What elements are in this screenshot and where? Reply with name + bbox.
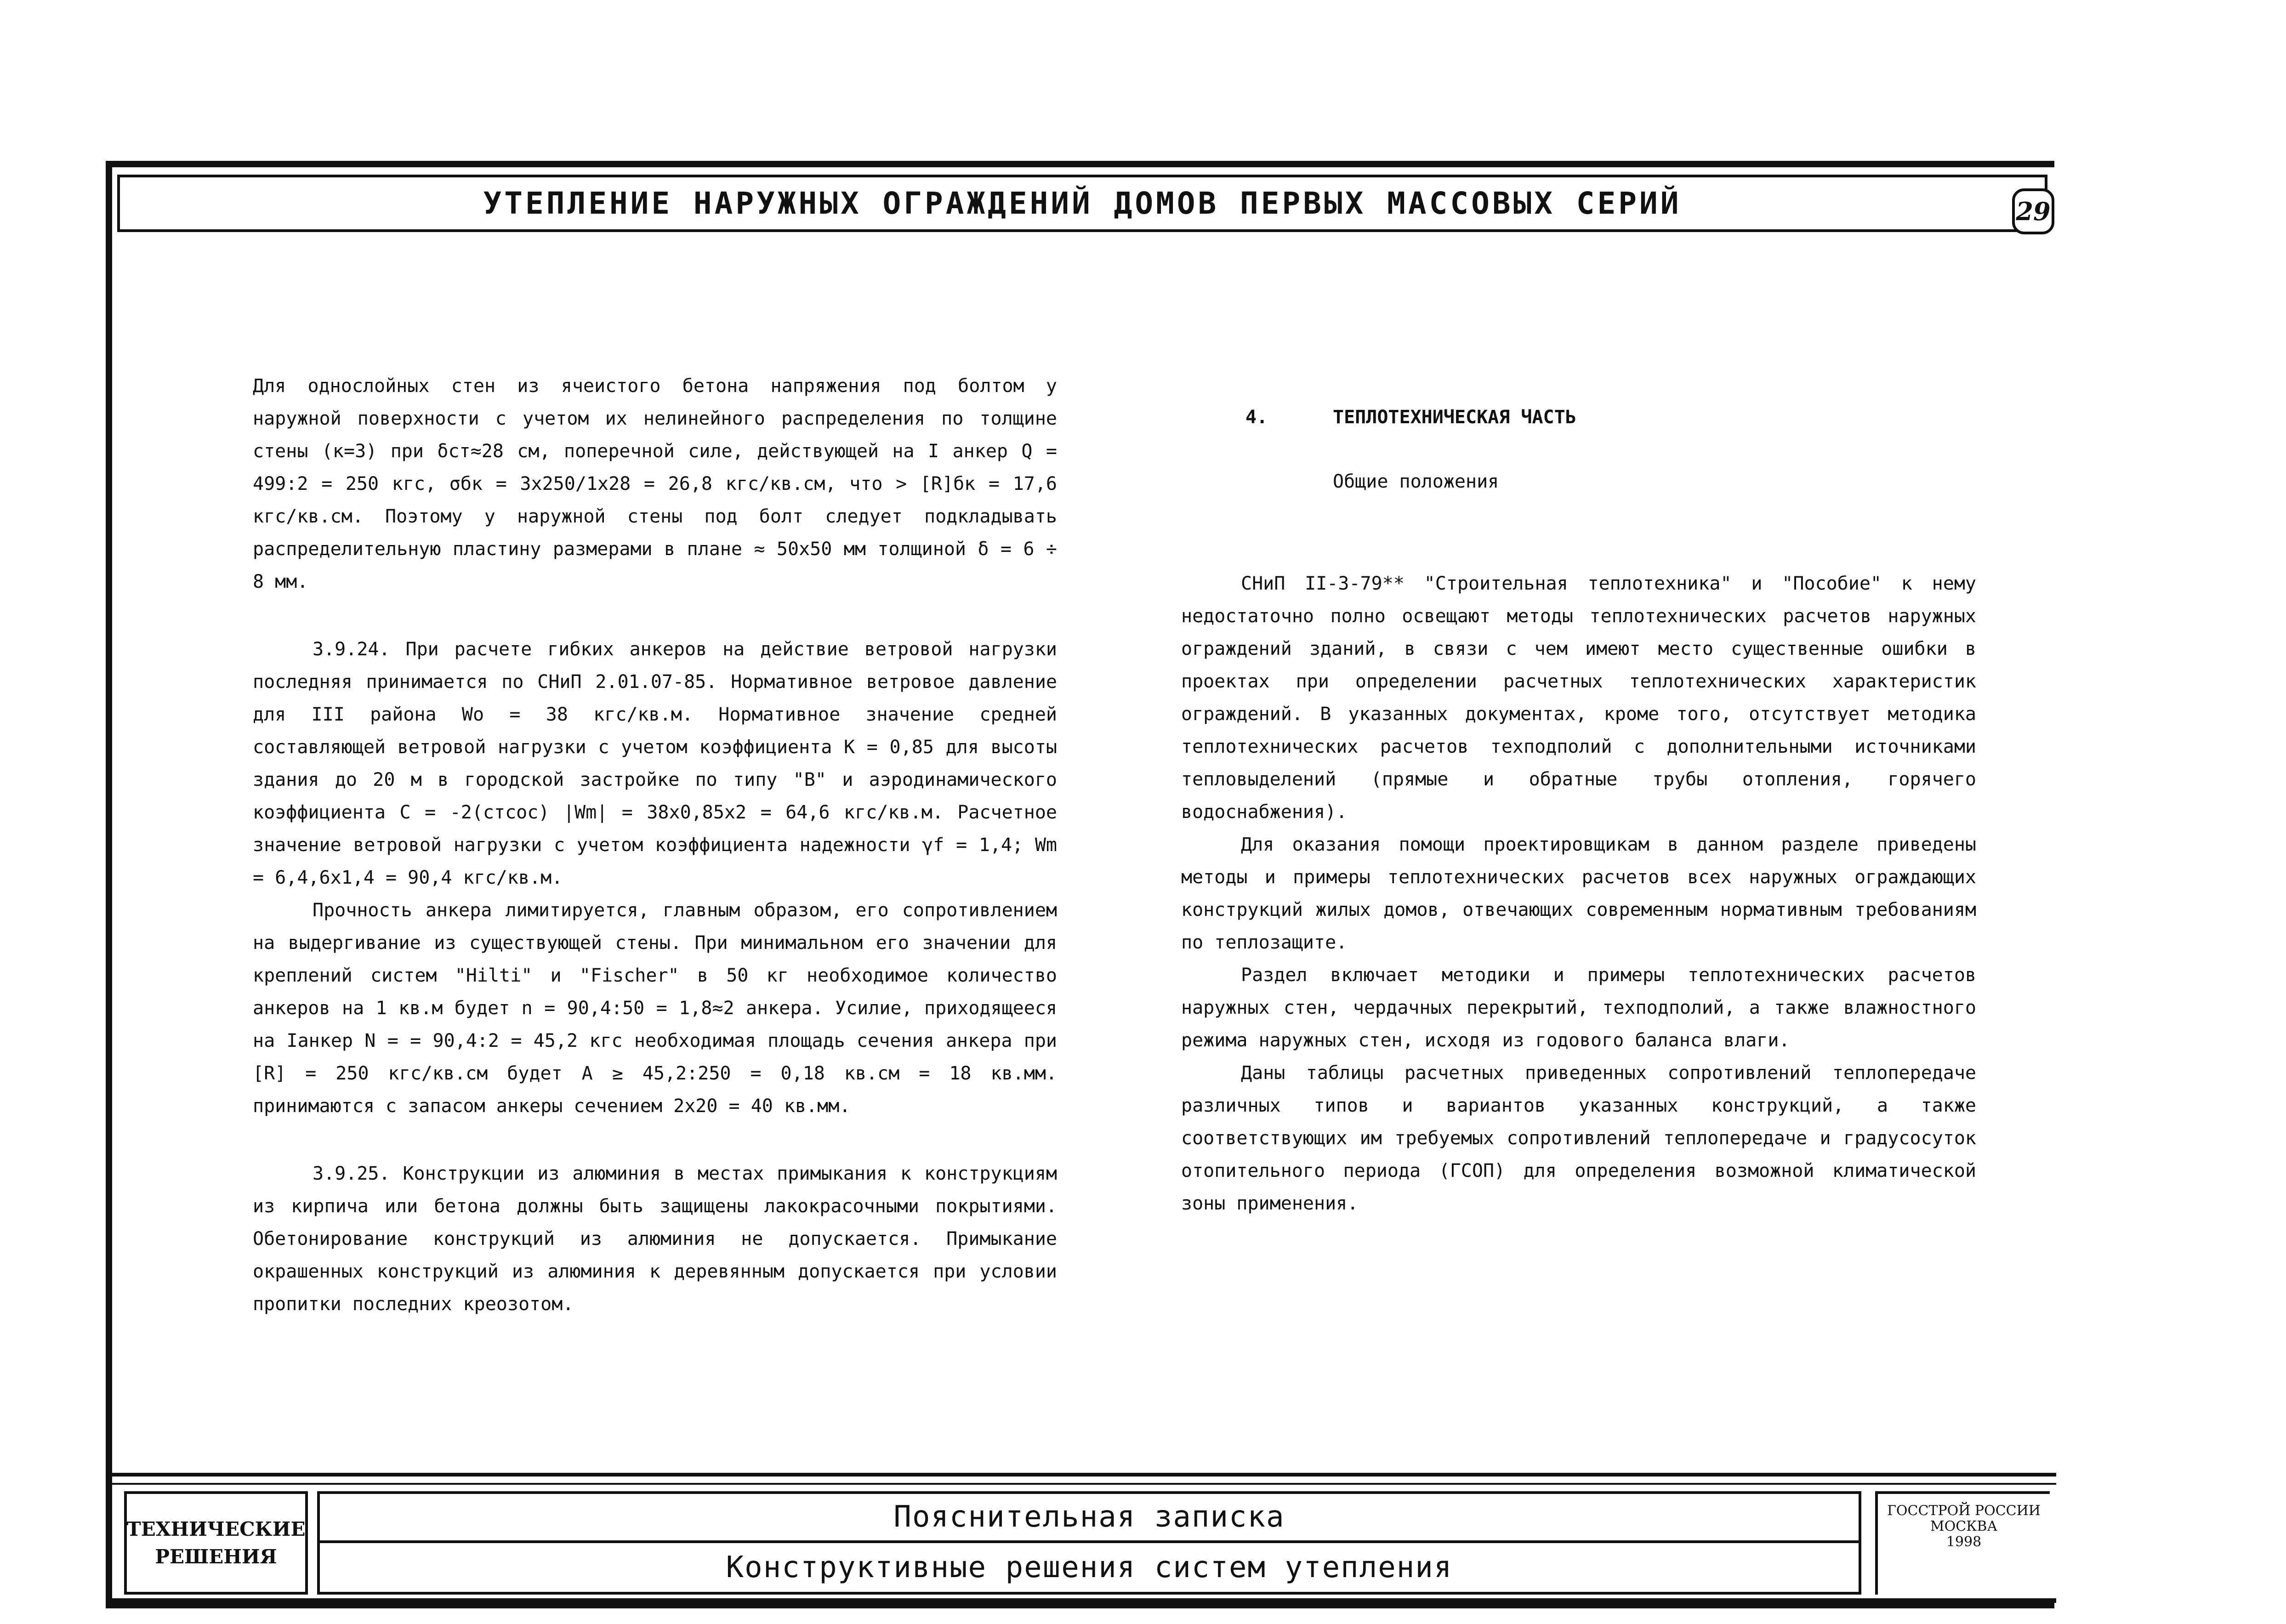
right-paragraph-1: СНиП II-3-79** "Строительная теплотехника" и "Пособие" к нему недостаточно полно освещают методы теплотехнических расчетов наружных ограждений зданий, в связи с чем имеют место существенные ошибки в проектах при определении расчетных теплотехнических характеристик ограждений. В указанных документах, кроме того, отсутствует методика теплотехнических расчетов техподполий с дополнительными источниками тепловыделений (прямые и обратные трубы отопления, горячего водоснабжения). <box>1181 573 1976 823</box>
page-header <box>117 175 2047 232</box>
left-paragraph-3: Прочность анкера лимитируется, главным образом, его сопротивлением на выдергивание из существующей стены. При минимальном его значении для креплений систем "Hilti" и "Fischer" в 50 кг необходимое количество анкеров на 1 кв.м будет n = 90,4:50 = 1,8≈2 анкера. Усилие, приходящееся на Iанкер N = = 90,4:2 = 45,2 кгс необходимая площадь сечения анкера при [R] = 250 кгс/кв.см будет А ≥ 45,2:250 = 0,18 кв.см = 18 кв.мм. принимаются с запасом анкеры сечением 2х20 = 40 кв.мм. <box>253 900 1057 1117</box>
page-title: УТЕПЛЕНИЕ НАРУЖНЫХ ОГРАЖДЕНИЙ ДОМОВ ПЕРВЫХ МАССОВЫХ СЕРИЙ <box>483 186 1682 221</box>
right-column <box>1181 568 1976 1220</box>
right-paragraph-4: Даны таблицы расчетных приведенных сопротивлений теплопередаче различных типов и вариантов указанных конструкций, а также соответствующих им требуемых сопротивлений теплопередаче и градусосуток отопительного периода (ГСОП) для определения возможной климатической зоны применения. <box>1181 1062 1976 1214</box>
footer-publisher <box>1875 1491 2050 1595</box>
footer-publisher-city: МОСКВА <box>1930 1518 1998 1534</box>
left-column <box>253 370 1057 1321</box>
footer-divider <box>112 1473 2056 1485</box>
left-paragraph-2: 3.9.24. При расчете гибких анкеров на действие ветровой нагрузки последняя принимается по СНиП 2.01.07-85. Нормативное ветровое давление для III района Wo = 38 кгс/кв.м. Нормативное значение средней составляющей ветровой нагрузки с учетом коэффициента К = 0,85 для высоты здания до 20 м в городской застройке по типу "В" и аэродинамического коэффициента С = -2(стсос) |Wm| = 38х0,85х2 = 64,6 кгс/кв.м. Расчетное значение ветровой нагрузки с учетом коэффициента надежности γf = 1,4; Wm = 6,4,6х1,4 = 90,4 кгс/кв.м. <box>253 639 1057 888</box>
footer-document-subject: Конструктивные решения систем утепления <box>726 1550 1453 1584</box>
footer-stamp-line-1: ТЕХНИЧЕСКИЕ <box>126 1517 306 1540</box>
section-title: ТЕПЛОТЕХНИЧЕСКАЯ ЧАСТЬ <box>1333 407 1576 428</box>
footer-stamp-line-2: РЕШЕНИЯ <box>155 1545 277 1568</box>
footer-publisher-name: ГОССТРОЙ РОССИИ <box>1887 1503 2041 1519</box>
footer-stamp <box>124 1491 308 1595</box>
page-number: 29 <box>2012 188 2054 234</box>
section-number: 4. <box>1245 407 1268 428</box>
footer-document-type: Пояснительная записка <box>320 1494 1859 1543</box>
right-paragraph-3: Раздел включает методики и примеры теплотехнических расчетов наружных стен, чердачных перекрытий, техподполий, а также влажностного режима наружных стен, исходя из годового баланса влаги. <box>1181 965 1976 1051</box>
footer-title-block <box>317 1491 1861 1595</box>
subsection-title: Общие положения <box>1333 471 1499 492</box>
footer-bottom-rule <box>112 1598 2056 1603</box>
left-paragraph-1: Для однослойных стен из ячеистого бетона напряжения под болтом у наружной поверхности с учетом их нелинейного распределения по толщине стены (к=3) при δст≈28 см, поперечной силе, действующей на I анкер Q = 499:2 = 250 кгс, σбк = 3х250/1х28 = 26,8 кгс/кв.см, что > [R]бк = 17,6 кгс/кв.см. Поэтому у наружной стены под болт следует подкладывать распределительную пластину размерами в плане ≈ 50х50 мм толщиной δ = 6 ÷ 8 мм. <box>253 375 1057 592</box>
footer-publisher-year: 1998 <box>1946 1534 1982 1550</box>
right-paragraph-2: Для оказания помощи проектировщикам в данном разделе приведены методы и примеры теплотехнических расчетов всех наружных ограждающих конструкций жилых домов, отвечающих современным нормативным требованиям по теплозащите. <box>1181 834 1976 953</box>
left-paragraph-4: 3.9.25. Конструкции из алюминия в местах примыкания к конструкциям из кирпича или бетона должны быть защищены лакокрасочными покрытиями. Обетонирование конструкций из алюминия не допускается. Примыкание окрашенных конструкций из алюминия к деревянным допускается при условии пропитки последних креозотом. <box>253 1163 1057 1315</box>
